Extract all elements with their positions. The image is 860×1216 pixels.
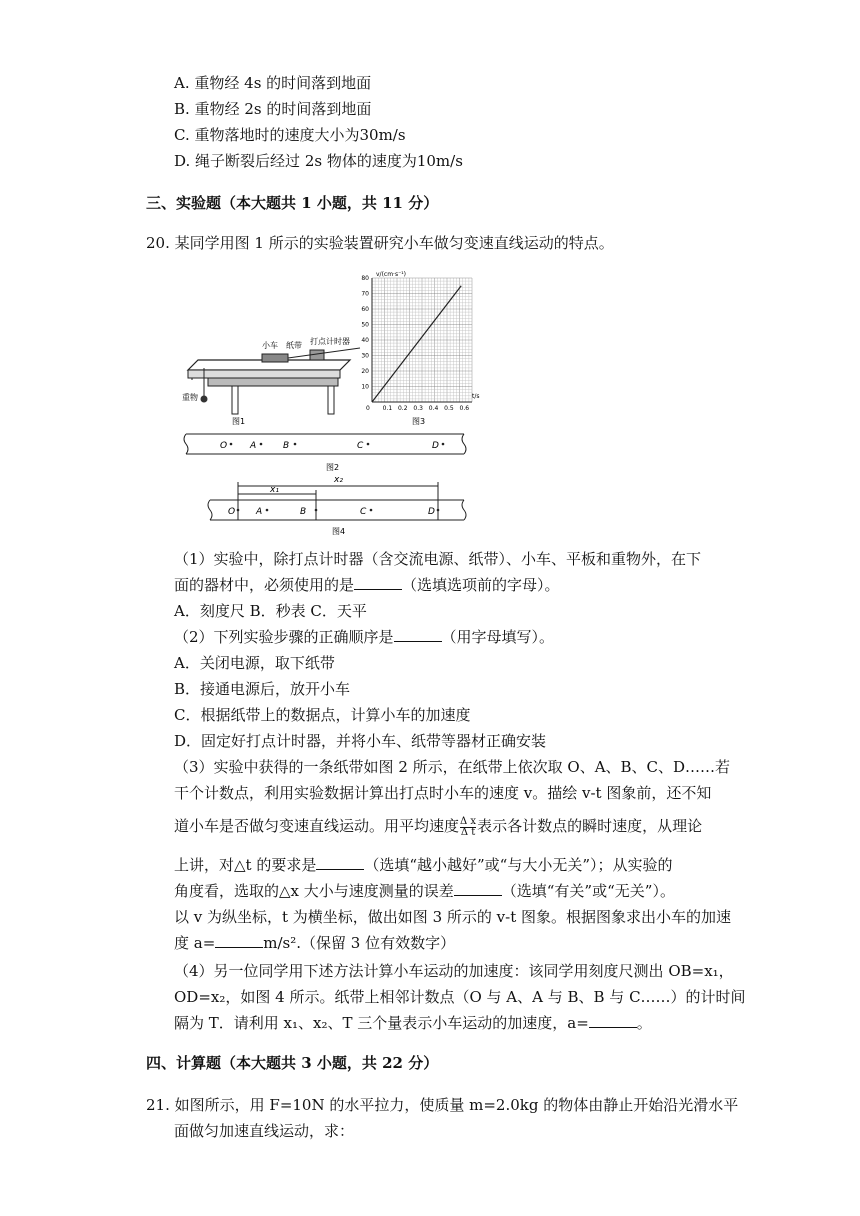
q20-part3-line2: 干个计数点，利用实验数据计算出打点时小车的速度 v。描绘 v-t 图象前，还不知 xyxy=(174,784,712,802)
y-tick-label: 70 xyxy=(361,290,369,298)
q21-line1: 21. 如图所示，用 F=10N 的水平拉力，使质量 m=2.0kg 的物体由静止开始沿光滑水平 xyxy=(146,1096,739,1114)
label-x1: x₁ xyxy=(270,485,279,495)
q20-part4-line2: OD=x₂，如图 4 所示。纸带上相邻计数点（O 与 A、A 与 B、B 与 C……）的计时间 xyxy=(174,988,746,1006)
q20-part2-c: C．根据纸带上的数据点，计算小车的加速度 xyxy=(174,706,471,724)
tape2-c: C xyxy=(357,441,364,451)
x-tick-label: 0.3 xyxy=(413,405,423,412)
blank-6[interactable] xyxy=(589,1013,637,1028)
y-tick-label: 60 xyxy=(361,306,369,313)
fraction-dx-dt: $\frac{\text{Δ x}}{\text{Δ t}}$ xyxy=(460,815,477,838)
blank-1[interactable] xyxy=(354,575,402,590)
option-d: D. 绳子断裂后经过 2s 物体的速度为10m/s xyxy=(174,152,463,170)
x-tick-label: 0.5 xyxy=(444,405,454,412)
fig3-caption: 图3 xyxy=(412,417,426,426)
x-tick-label: 0.6 xyxy=(459,405,470,412)
y-tick-label: 80 xyxy=(361,275,369,282)
blank-5[interactable] xyxy=(215,933,263,948)
blank-2[interactable] xyxy=(394,627,442,642)
label-timer: 打点计时器 xyxy=(310,337,350,346)
chart-xlabel: t/s xyxy=(472,393,480,400)
chart-origin: 0 xyxy=(366,405,370,412)
q21-line2: 面做匀加速直线运动，求： xyxy=(174,1122,355,1140)
q20-part1-choices: A．刻度尺 B．秒表 C．天平 xyxy=(174,602,367,620)
label-tape: 纸带 xyxy=(286,341,302,350)
chart-ylabel: v/(cm·s⁻¹) xyxy=(376,271,407,278)
q20-part3-line1: （3）实验中获得的一条纸带如图 2 所示，在纸带上依次取 O、A、B、C、D……若 xyxy=(174,758,731,776)
figure-1 xyxy=(182,336,360,426)
tape2-o: O xyxy=(220,441,228,451)
tape4-o: O xyxy=(228,507,236,517)
y-tick-label: 20 xyxy=(361,368,369,375)
q20-part2-line1: （2）下列实验步骤的正确顺序是 （用字母填写）。 xyxy=(174,628,555,646)
fig1-caption: 图1 xyxy=(232,417,246,426)
y-tick-label: 40 xyxy=(361,337,369,344)
option-c: C. 重物落地时的速度大小为30m/s xyxy=(174,126,406,144)
option-b: B. 重物经 2s 的时间落到地面 xyxy=(174,100,372,118)
q20-part2-b: B．接通电源后，放开小车 xyxy=(174,680,351,698)
tape2-a: A xyxy=(250,441,257,451)
q20-part3-line7: 度 a= m/s².（保留 3 位有效数字） xyxy=(174,934,456,952)
y-tick-label: 50 xyxy=(361,321,369,329)
section4-title: 四、计算题（本大题共 3 小题，共 22 分） xyxy=(146,1054,439,1072)
tape4-d: D xyxy=(428,507,435,517)
tape2-d: D xyxy=(432,441,439,451)
label-x2: x₂ xyxy=(334,475,343,485)
blank-4[interactable] xyxy=(454,881,502,896)
fig2-caption: 图2 xyxy=(326,463,340,472)
q20-part3-line6: 以 v 为纵坐标，t 为横坐标，做出如图 3 所示的 v-t 图象。根据图象求出小车的加速 xyxy=(174,908,731,926)
x-tick-label: 0.1 xyxy=(382,405,393,412)
y-tick-label: 10 xyxy=(361,383,369,391)
label-weight: 重物 xyxy=(182,393,198,402)
section3-title: 三、实验题（本大题共 1 小题，共 11 分） xyxy=(146,194,439,212)
q20-part3-line3: 道小车是否做匀变速直线运动。用平均速度 $\frac{\text{Δ x}}{\text{Δ t}}$ 表示各计数点的瞬时速度，从理论 xyxy=(174,815,703,838)
q20-part2-d: D．固定好打点计时器，并将小车、纸带等器材正确安装 xyxy=(174,732,547,750)
x-tick-label: 0.2 xyxy=(397,405,408,412)
q20-stem: 20. 某同学用图 1 所示的实验装置研究小车做匀变速直线运动的特点。 xyxy=(146,234,614,252)
q20-part3-line4: 上讲，对△t 的要求是 （选填“越小越好”或“与大小无关”）；从实验的 xyxy=(174,856,673,874)
x-tick-label: 0.4 xyxy=(428,405,439,412)
q20-part3-line5: 角度看，选取的△x 大小与速度测量的误差 （选填“有关”或“无关”）。 xyxy=(174,882,675,900)
tape4-c: C xyxy=(360,507,367,517)
figure-4 xyxy=(208,475,466,536)
series-line xyxy=(372,286,461,402)
q20-part4-line1: （4）另一位同学用下述方法计算小车运动的加速度：该同学用刻度尺测出 OB=x₁， xyxy=(174,962,734,980)
tape2-b: B xyxy=(283,441,290,451)
figure-2 xyxy=(184,434,466,472)
q20-part4-line3: 隔为 T．请利用 x₁、x₂、T 三个量表示小车运动的加速度，a= 。 xyxy=(174,1014,652,1032)
option-a: A. 重物经 4s 的时间落到地面 xyxy=(174,74,372,92)
q20-figures xyxy=(180,268,480,538)
q20-part2-a: A．关闭电源，取下纸带 xyxy=(174,654,335,672)
tape4-a: A xyxy=(256,507,263,517)
figure-3 xyxy=(361,271,479,426)
label-car: 小车 xyxy=(262,341,278,350)
fig4-caption: 图4 xyxy=(332,527,346,536)
tape4-b: B xyxy=(300,507,307,517)
q20-part1-line2: 面的器材中，必须使用的是 （选填选项前的字母）。 xyxy=(174,576,560,594)
blank-3[interactable] xyxy=(316,855,364,870)
q20-part1-line1: （1）实验中，除打点计时器（含交流电源、纸带）、小车、平板和重物外，在下 xyxy=(174,550,702,568)
y-tick-label: 30 xyxy=(361,352,369,360)
